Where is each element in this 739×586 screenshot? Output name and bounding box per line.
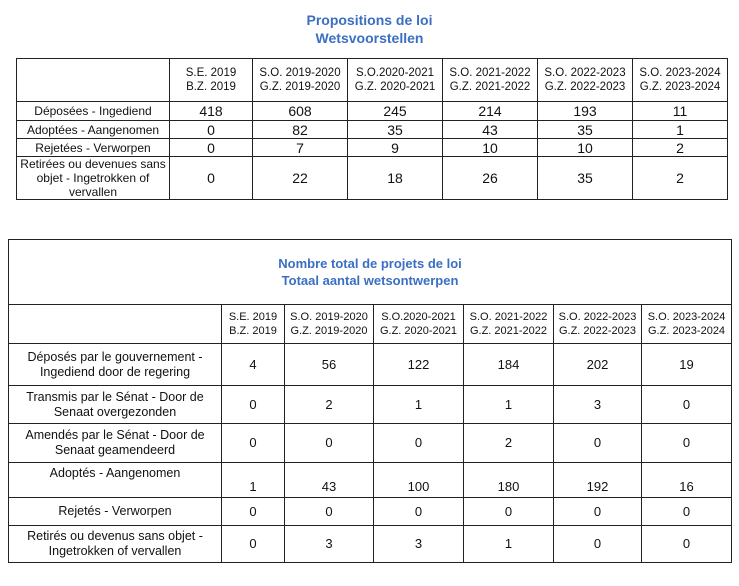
table1-col-header: S.E. 2019 B.Z. 2019 — [170, 59, 253, 102]
table1-col-header: S.O. 2022-2023 G.Z. 2022-2023 — [538, 59, 633, 102]
table-cell: 180 — [464, 463, 554, 498]
table-cell: 1 — [464, 386, 554, 424]
table-cell: 2 — [464, 424, 554, 463]
table-cell: 0 — [222, 526, 285, 563]
table-cell: 1 — [222, 463, 285, 498]
table-cell: 11 — [633, 102, 728, 121]
table-row — [9, 498, 732, 526]
table-cell: 10 — [443, 139, 538, 157]
table-cell: 0 — [642, 498, 732, 526]
table-cell: 9 — [348, 139, 443, 157]
table-row — [9, 344, 732, 386]
table-cell: 193 — [538, 102, 633, 121]
table-cell: 35 — [538, 121, 633, 139]
table2-col-header: S.O. 2021-2022 G.Z. 2021-2022 — [464, 305, 554, 344]
table-cell: 18 — [348, 157, 443, 200]
table-cell: 26 — [443, 157, 538, 200]
table-row — [9, 424, 732, 463]
row-label: Adoptées - Aangenomen — [17, 121, 170, 139]
table-cell: 2 — [633, 139, 728, 157]
table-cell: 0 — [554, 424, 642, 463]
table-cell: 0 — [464, 498, 554, 526]
table-row — [17, 157, 728, 200]
table-cell: 2 — [285, 386, 374, 424]
table-cell: 0 — [642, 424, 732, 463]
row-label: Amendés par le Sénat - Door de Senaat geamendeerd — [9, 424, 222, 463]
table-cell: 43 — [443, 121, 538, 139]
table-row — [17, 102, 728, 121]
table-row — [17, 139, 728, 157]
table-cell: 0 — [170, 121, 253, 139]
table-cell: 35 — [538, 157, 633, 200]
table-cell: 19 — [642, 344, 732, 386]
table1-col-header: S.O. 2023-2024 G.Z. 2023-2024 — [633, 59, 728, 102]
row-label: Adoptés - Aangenomen — [9, 463, 222, 498]
table-cell: 418 — [170, 102, 253, 121]
row-label: Rejetées - Verworpen — [17, 139, 170, 157]
table2-caption-row — [9, 240, 732, 305]
table-cell: 0 — [222, 386, 285, 424]
table-cell: 0 — [222, 498, 285, 526]
government-bills-table — [8, 239, 732, 563]
table-cell: 0 — [285, 424, 374, 463]
table-cell: 0 — [554, 498, 642, 526]
table-row — [9, 463, 732, 498]
table1-corner-cell — [17, 59, 170, 102]
table-cell: 202 — [554, 344, 642, 386]
table-cell: 82 — [253, 121, 348, 139]
table-cell: 608 — [253, 102, 348, 121]
table-cell: 0 — [374, 424, 464, 463]
table1-col-header: S.O.2020-2021 G.Z. 2020-2021 — [348, 59, 443, 102]
table-cell: 3 — [285, 526, 374, 563]
table-cell: 184 — [464, 344, 554, 386]
table-cell: 3 — [374, 526, 464, 563]
table2-header-row — [9, 305, 732, 344]
table1-header-row — [17, 59, 728, 102]
table-cell: 0 — [222, 424, 285, 463]
row-label: Retirées ou devenues sans objet - Ingetrokken of vervallen — [17, 157, 170, 200]
table-cell: 4 — [222, 344, 285, 386]
table-cell: 10 — [538, 139, 633, 157]
table2-col-header: S.E. 2019 B.Z. 2019 — [222, 305, 285, 344]
table2-title-fr: Nombre total de projets de loi — [278, 256, 462, 271]
table-cell: 35 — [348, 121, 443, 139]
table-cell: 22 — [253, 157, 348, 200]
row-label: Déposées - Ingediend — [17, 102, 170, 121]
table-cell: 100 — [374, 463, 464, 498]
table2-col-header: S.O. 2019-2020 G.Z. 2019-2020 — [285, 305, 374, 344]
table-cell: 192 — [554, 463, 642, 498]
table-cell: 245 — [348, 102, 443, 121]
row-label: Déposés par le gouvernement - Ingediend door de regering — [9, 344, 222, 386]
table-cell: 0 — [374, 498, 464, 526]
table-row — [9, 386, 732, 424]
table-cell: 1 — [633, 121, 728, 139]
table2-corner-cell — [9, 305, 222, 344]
table2-title — [9, 240, 732, 305]
table-cell: 3 — [554, 386, 642, 424]
table-cell: 56 — [285, 344, 374, 386]
table-cell: 1 — [374, 386, 464, 424]
row-label: Transmis par le Sénat - Door de Senaat overgezonden — [9, 386, 222, 424]
table-cell: 43 — [285, 463, 374, 498]
table-cell: 122 — [374, 344, 464, 386]
table1-col-header: S.O. 2021-2022 G.Z. 2021-2022 — [443, 59, 538, 102]
table2-col-header: S.O. 2023-2024 G.Z. 2023-2024 — [642, 305, 732, 344]
table1-title — [0, 11, 739, 47]
table-cell: 0 — [554, 526, 642, 563]
bill-proposals-table — [16, 58, 728, 200]
row-label: Rejetés - Verworpen — [9, 498, 222, 526]
table-cell: 214 — [443, 102, 538, 121]
table-cell: 0 — [642, 526, 732, 563]
table-row — [17, 121, 728, 139]
table-cell: 0 — [170, 157, 253, 200]
table-cell: 2 — [633, 157, 728, 200]
table-cell: 0 — [285, 498, 374, 526]
table1-title-nl: Wetsvoorstellen — [315, 30, 424, 46]
table1-col-header: S.O. 2019-2020 G.Z. 2019-2020 — [253, 59, 348, 102]
table-cell: 7 — [253, 139, 348, 157]
table-cell: 1 — [464, 526, 554, 563]
table2-col-header: S.O.2020-2021 G.Z. 2020-2021 — [374, 305, 464, 344]
table-cell: 0 — [642, 386, 732, 424]
table-row — [9, 526, 732, 563]
table-cell: 16 — [642, 463, 732, 498]
table2-col-header: S.O. 2022-2023 G.Z. 2022-2023 — [554, 305, 642, 344]
row-label: Retirés ou devenus sans objet - Ingetrokken of vervallen — [9, 526, 222, 563]
table-cell: 0 — [170, 139, 253, 157]
table1-title-fr: Propositions de loi — [306, 12, 433, 28]
table2-title-nl: Totaal aantal wetsontwerpen — [281, 273, 459, 288]
